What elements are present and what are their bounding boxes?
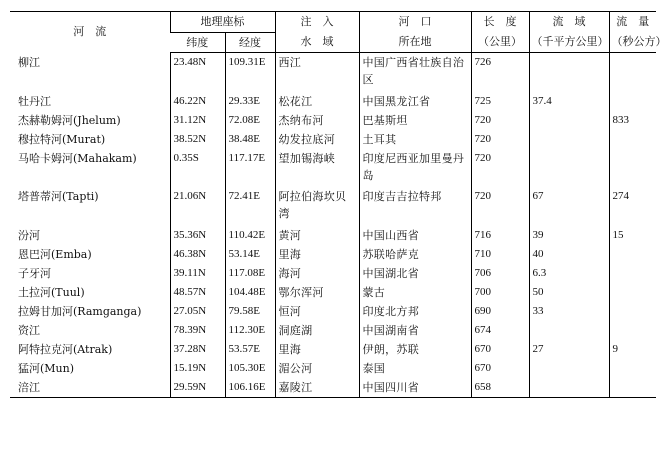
cell-river: 塔普蒂河(Tapti) — [18, 190, 99, 203]
cell-basin-area: 67 — [529, 187, 609, 226]
cell-receiving-water: 幼发拉底河 — [275, 130, 359, 149]
cell-mouth-location: 中国山西省 — [359, 226, 471, 245]
cell-river: 土拉河(Tuul) — [18, 286, 85, 299]
cell-basin-area — [529, 359, 609, 378]
cell-mouth-location: 中国四川省 — [359, 378, 471, 398]
cell-mouth-location: 中国湖北省 — [359, 264, 471, 283]
cell-mouth-location: 印度吉吉拉特邦 — [359, 187, 471, 226]
header-length-bottom: （公里） — [471, 33, 529, 53]
cell-receiving-water: 西江 — [275, 53, 359, 93]
cell-length: 670 — [471, 359, 529, 378]
table-row — [10, 359, 656, 378]
cell-mouth-location: 中国湖南省 — [359, 321, 471, 340]
cell-latitude: 37.28N — [170, 340, 225, 359]
cell-mouth-location: 蒙古 — [359, 283, 471, 302]
cell-basin-area: 6.3 — [529, 264, 609, 283]
cell-longitude: 112.30E — [225, 321, 275, 340]
cell-river: 穆拉特河(Murat) — [18, 133, 106, 146]
cell-length: 725 — [471, 92, 529, 111]
header-length-top: 长 度 — [471, 12, 529, 33]
cell-longitude: 72.08E — [225, 111, 275, 130]
header-river: 河 流 — [10, 12, 170, 53]
cell-flow — [609, 283, 656, 302]
header-mouth-top: 河 口 — [359, 12, 471, 33]
table-row — [10, 264, 656, 283]
cell-longitude: 117.08E — [225, 264, 275, 283]
cell-latitude: 39.11N — [170, 264, 225, 283]
header-water-bottom: 水 域 — [275, 33, 359, 53]
header-flow-top: 流 量 — [609, 12, 656, 33]
cell-basin-area: 33 — [529, 302, 609, 321]
cell-longitude: 110.42E — [225, 226, 275, 245]
cell-longitude: 72.41E — [225, 187, 275, 226]
cell-basin-area: 27 — [529, 340, 609, 359]
cell-flow: 15 — [609, 226, 656, 245]
cell-length: 720 — [471, 130, 529, 149]
cell-river: 汾河 — [18, 229, 40, 242]
table-row — [10, 302, 656, 321]
header-mouth-bottom: 所在地 — [359, 33, 471, 53]
cell-mouth-location: 泰国 — [359, 359, 471, 378]
cell-basin-area — [529, 321, 609, 340]
cell-longitude: 53.14E — [225, 245, 275, 264]
cell-receiving-water: 黄河 — [275, 226, 359, 245]
cell-latitude: 23.48N — [170, 53, 225, 93]
cell-flow — [609, 264, 656, 283]
cell-length: 720 — [471, 149, 529, 187]
cell-length: 726 — [471, 53, 529, 93]
table-row — [10, 111, 656, 130]
table-header — [10, 12, 667, 53]
cell-basin-area: 40 — [529, 245, 609, 264]
table-row — [10, 283, 656, 302]
cell-latitude: 31.12N — [170, 111, 225, 130]
cell-longitude: 117.17E — [225, 149, 275, 187]
cell-length: 720 — [471, 111, 529, 130]
cell-latitude: 46.22N — [170, 92, 225, 111]
cell-basin-area — [529, 53, 609, 93]
cell-longitude: 104.48E — [225, 283, 275, 302]
cell-flow — [609, 359, 656, 378]
cell-flow: 833 — [609, 111, 656, 130]
table-row — [10, 149, 656, 187]
table-row — [10, 245, 656, 264]
cell-latitude: 46.38N — [170, 245, 225, 264]
table-row — [10, 187, 656, 226]
cell-longitude: 106.16E — [225, 378, 275, 398]
cell-mouth-location: 土耳其 — [359, 130, 471, 149]
cell-length: 700 — [471, 283, 529, 302]
cell-receiving-water: 望加锡海峡 — [275, 149, 359, 187]
cell-latitude: 48.57N — [170, 283, 225, 302]
table-body — [10, 53, 656, 398]
river-data-table — [10, 11, 667, 398]
cell-flow — [609, 149, 656, 187]
cell-latitude: 21.06N — [170, 187, 225, 226]
cell-river: 猛河(Mun) — [18, 362, 75, 375]
cell-receiving-water: 海河 — [275, 264, 359, 283]
cell-basin-area: 50 — [529, 283, 609, 302]
cell-latitude: 15.19N — [170, 359, 225, 378]
table-row — [10, 378, 656, 398]
cell-receiving-water: 阿拉伯海坎贝湾 — [275, 187, 359, 226]
cell-longitude: 105.30E — [225, 359, 275, 378]
cell-flow — [609, 53, 656, 93]
cell-receiving-water: 恒河 — [275, 302, 359, 321]
cell-flow — [609, 321, 656, 340]
cell-latitude: 78.39N — [170, 321, 225, 340]
table-row — [10, 226, 656, 245]
cell-receiving-water: 里海 — [275, 245, 359, 264]
cell-receiving-water: 洞庭湖 — [275, 321, 359, 340]
table-row — [10, 321, 656, 340]
cell-receiving-water: 里海 — [275, 340, 359, 359]
cell-length: 706 — [471, 264, 529, 283]
cell-latitude: 35.36N — [170, 226, 225, 245]
cell-basin-area — [529, 130, 609, 149]
cell-mouth-location: 印度北方邦 — [359, 302, 471, 321]
cell-river: 子牙河 — [18, 267, 51, 280]
cell-river: 涪江 — [10, 378, 170, 398]
cell-basin-area — [529, 378, 609, 398]
cell-flow — [609, 245, 656, 264]
cell-flow — [609, 92, 656, 111]
cell-mouth-location: 印度尼西亚加里曼丹岛 — [359, 149, 471, 187]
table-row — [10, 130, 656, 149]
table-row — [10, 92, 656, 111]
cell-length: 670 — [471, 340, 529, 359]
cell-length: 690 — [471, 302, 529, 321]
cell-mouth-location: 中国黑龙江省 — [359, 92, 471, 111]
cell-longitude: 109.31E — [225, 53, 275, 93]
cell-latitude: 0.35S — [170, 149, 225, 187]
cell-mouth-location: 苏联哈萨克 — [359, 245, 471, 264]
cell-receiving-water: 杰纳布河 — [275, 111, 359, 130]
header-coords: 地理座标 — [170, 12, 275, 33]
cell-length: 716 — [471, 226, 529, 245]
cell-length: 720 — [471, 187, 529, 226]
cell-flow — [609, 378, 656, 398]
cell-mouth-location: 中国广西省壮族自治区 — [359, 53, 471, 93]
header-flow-bottom: （秒公方） — [609, 33, 656, 53]
header-water-top: 注 入 — [275, 12, 359, 33]
cell-receiving-water: 松花江 — [275, 92, 359, 111]
cell-river: 柳江 — [18, 55, 40, 69]
cell-receiving-water: 嘉陵江 — [275, 378, 359, 398]
cell-river: 牡丹江 — [18, 95, 51, 108]
cell-flow — [609, 302, 656, 321]
cell-longitude: 29.33E — [225, 92, 275, 111]
cell-latitude: 38.52N — [170, 130, 225, 149]
cell-longitude: 53.57E — [225, 340, 275, 359]
cell-mouth-location: 伊朗，苏联 — [359, 340, 471, 359]
cell-length: 710 — [471, 245, 529, 264]
cell-receiving-water: 鄂尔浑河 — [275, 283, 359, 302]
cell-basin-area — [529, 149, 609, 187]
cell-flow: 274 — [609, 187, 656, 226]
cell-latitude: 29.59N — [170, 378, 225, 398]
cell-flow: 9 — [609, 340, 656, 359]
cell-river: 马哈卡姆河(Mahakam) — [18, 152, 137, 165]
header-basin-bottom: （千平方公里） — [529, 33, 609, 53]
header-basin-top: 流 域 — [529, 12, 609, 33]
cell-longitude: 79.58E — [225, 302, 275, 321]
cell-river: 杰赫勒姆河(Jhelum) — [18, 114, 121, 127]
cell-river: 阿特拉克河(Atrak) — [18, 343, 113, 356]
table-row — [10, 340, 656, 359]
cell-basin-area — [529, 111, 609, 130]
cell-receiving-water: 湄公河 — [275, 359, 359, 378]
cell-latitude: 27.05N — [170, 302, 225, 321]
cell-longitude: 38.48E — [225, 130, 275, 149]
header-lon: 经度 — [225, 33, 275, 53]
cell-river: 恩巴河(Emba) — [18, 248, 92, 261]
cell-river: 拉姆甘加河(Ramganga) — [18, 305, 142, 318]
cell-mouth-location: 巴基斯坦 — [359, 111, 471, 130]
cell-basin-area: 39 — [529, 226, 609, 245]
cell-length: 658 — [471, 378, 529, 398]
cell-flow — [609, 130, 656, 149]
header-lat: 纬度 — [170, 33, 225, 53]
cell-length: 674 — [471, 321, 529, 340]
cell-river: 资江 — [18, 324, 40, 337]
cell-basin-area: 37.4 — [529, 92, 609, 111]
table-row — [10, 53, 656, 93]
